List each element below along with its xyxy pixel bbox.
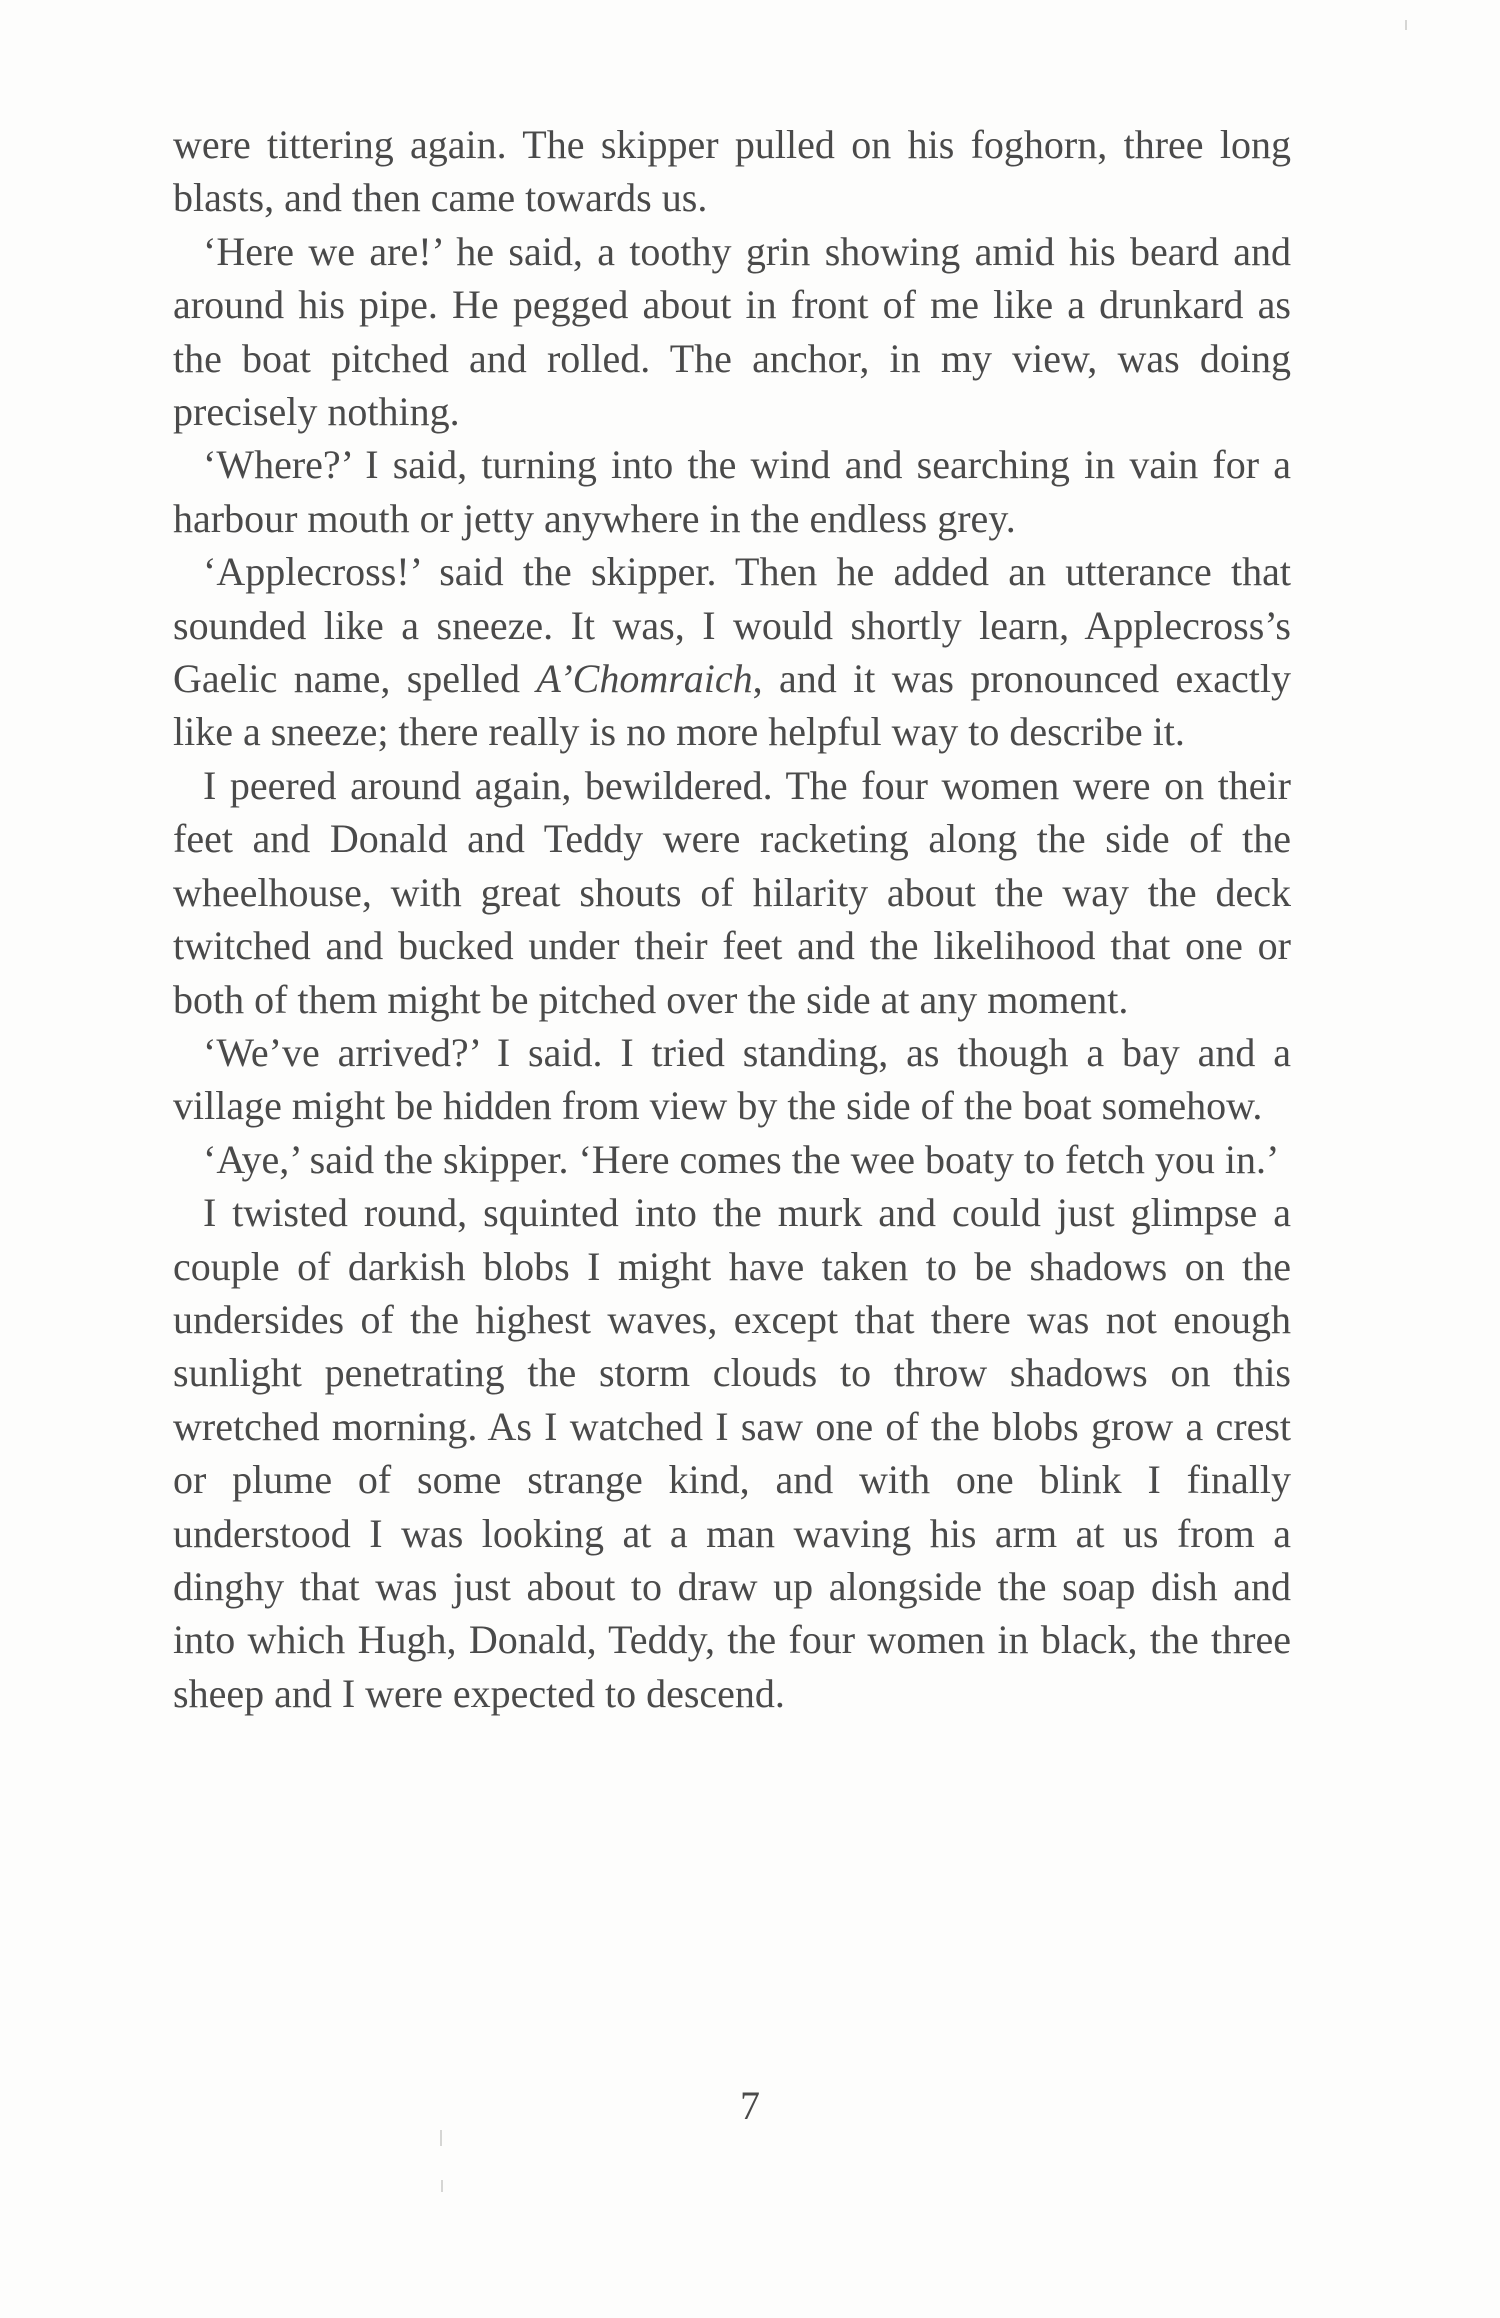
paragraph-6: ‘We’ve arrived?’ I said. I tried standing, as though a bay and a village might be hidden from view by the side of the boat somehow.	[173, 1029, 1291, 1129]
paragraph-4	[173, 545, 1291, 759]
body-text	[173, 118, 1291, 1720]
scan-speck	[1405, 20, 1407, 30]
paragraph-8: I twisted round, squinted into the murk and could just glimpse a couple of darkish blobs I might have taken to be shadows on the undersides of the highest waves, except that there was not enough sunlight penetrating the storm clouds to throw shadows on this wretched morning. As I watched I saw one of the blobs grow a crest or plume of some strange kind, and with one blink I finally understood I was looking at a man waving his arm at us from a dinghy that was just about to draw up alongside the soap dish and into which Hugh, Donald, Teddy, the four women in black, the three sheep and I were expected to descend.	[173, 1190, 1291, 1716]
paragraph-4-tail: , and it was pronounced exactly like a sneeze; there really is no more helpful way to describe it.	[173, 656, 1291, 755]
paragraph-3: ‘Where?’ I said, turning into the wind and searching in vain for a harbour mouth or jetty anywhere in the endless grey.	[173, 442, 1291, 541]
paragraph-4-lead: ‘Applecross!’ said the skipper. Then he added an utterance that sounded like a sneeze. It was, I would shortly learn, Applecross’s Gaelic name, spelled	[173, 549, 1291, 702]
paragraph-7: ‘Aye,’ said the skipper. ‘Here comes the wee boaty to fetch you in.’	[203, 1136, 1280, 1182]
scan-speck	[440, 2130, 442, 2146]
paragraph-5: I peered around again, bewildered. The four women were on their feet and Donald and Teddy were racketing along the side of the wheelhouse, with great shouts of hilarity about the way the deck twitched and bucked under their feet and the likelihood that one or both of them might be pitched over the side at any moment.	[173, 762, 1291, 1022]
scan-speck	[441, 2180, 443, 2192]
page-number: 7	[740, 2083, 760, 2128]
gaelic-name: A’Chomraich	[536, 656, 753, 702]
paragraph-2: ‘Here we are!’ he said, a toothy grin showing amid his beard and around his pipe. He pegged about in front of me like a drunkard as the boat pitched and rolled. The anchor, in my view, was doing precisely nothing.	[173, 228, 1291, 435]
paragraph-1: were tittering again. The skipper pulled on his foghorn, three long blasts, and then came towards us.	[173, 122, 1291, 221]
